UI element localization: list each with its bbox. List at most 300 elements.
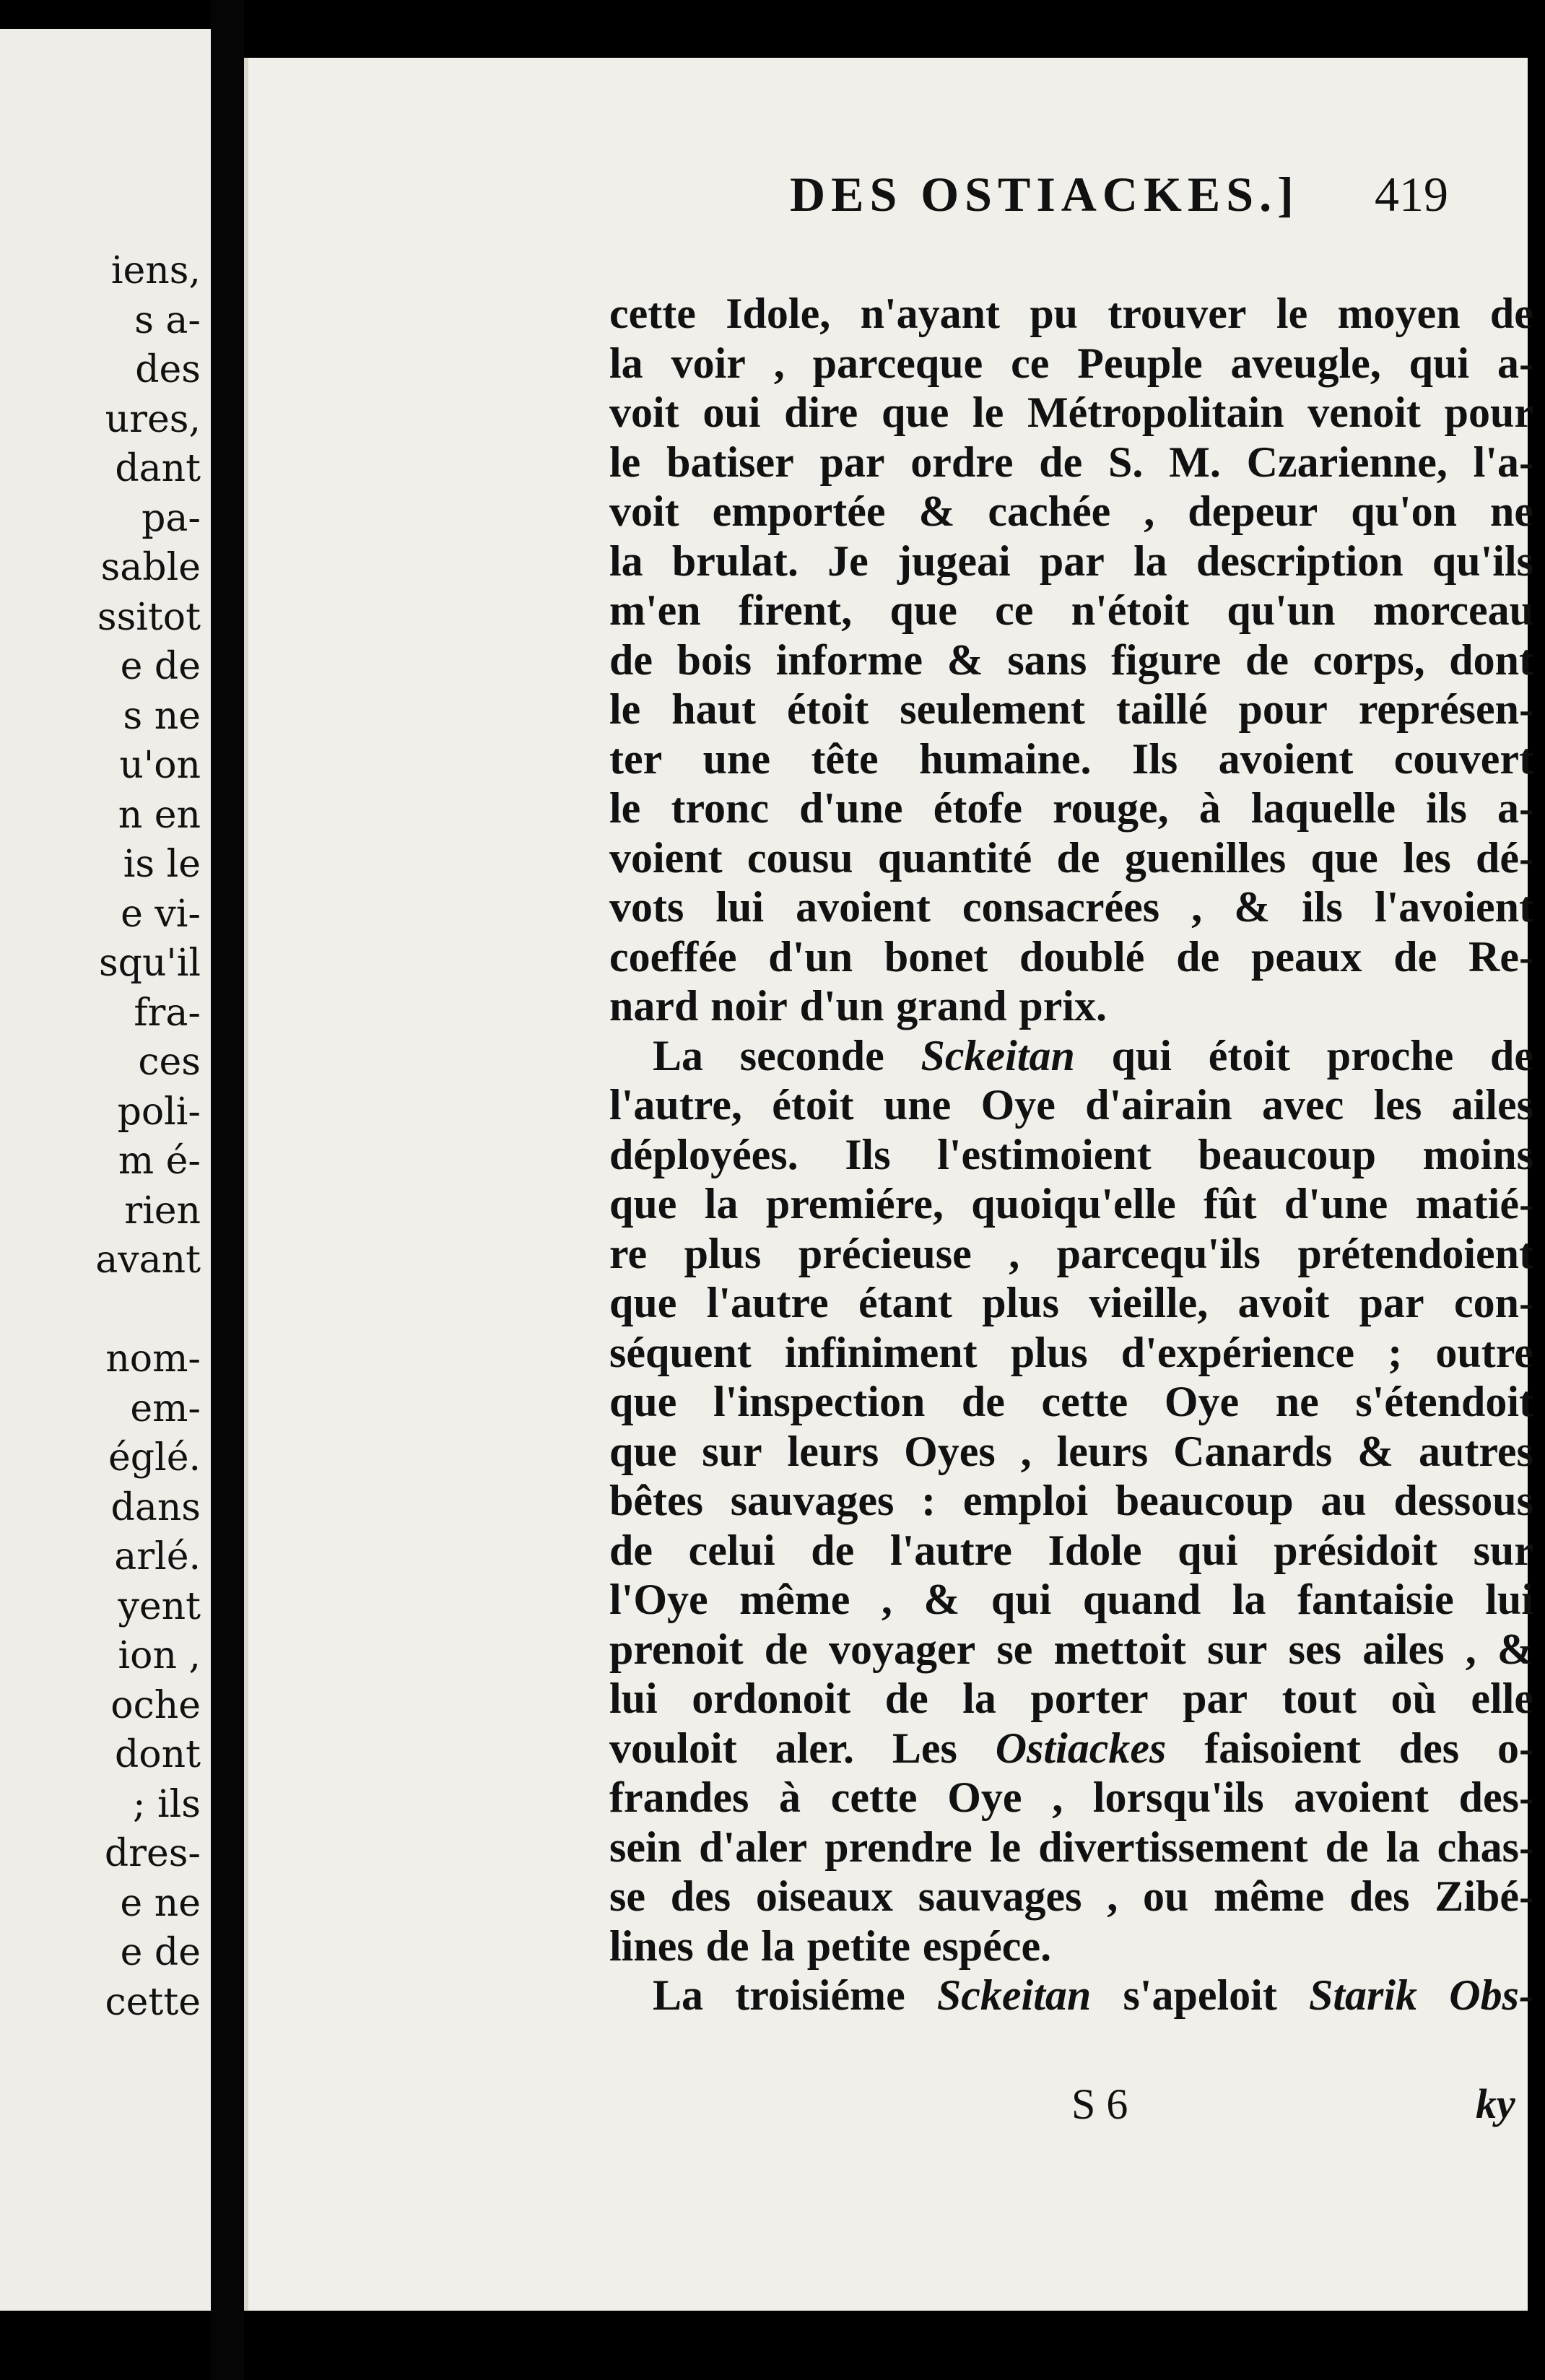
word: lui: [715, 883, 765, 931]
word: la: [704, 1180, 739, 1228]
word: quantité: [877, 833, 1032, 882]
word: infiniment: [784, 1328, 978, 1376]
word: taillé: [1115, 685, 1208, 733]
word: &: [1357, 1427, 1394, 1475]
word: étofe: [933, 784, 1022, 832]
word: représen-: [1358, 685, 1533, 733]
fragment-line: cette: [105, 1980, 201, 2024]
word: que: [609, 1378, 677, 1425]
text-line: [609, 1625, 1533, 1675]
word: plus: [1010, 1328, 1088, 1376]
word: ce: [995, 586, 1034, 634]
word: corps,: [1313, 635, 1425, 684]
word: qui: [1111, 1031, 1172, 1080]
word: M.: [1169, 438, 1221, 486]
word: voyager: [828, 1625, 976, 1673]
word: précieuse: [798, 1229, 972, 1277]
word: a-: [1497, 784, 1533, 832]
word: &: [1497, 1625, 1533, 1673]
word: brulat.: [671, 537, 798, 585]
text-line: [609, 635, 1533, 685]
word: outre: [1435, 1328, 1533, 1376]
word: de: [1490, 1031, 1533, 1080]
word: &: [923, 1576, 960, 1623]
word: une: [883, 1081, 952, 1129]
word: ne: [1489, 487, 1533, 535]
word: par: [819, 438, 885, 486]
word: bois: [676, 635, 752, 684]
word: l'autre: [706, 1279, 829, 1326]
fragment-line: e ne: [120, 1881, 201, 1925]
word: Idole,: [726, 290, 831, 337]
word: Starik: [1309, 1971, 1418, 2019]
word: même: [1214, 1872, 1325, 1920]
fragment-line: ; ils: [133, 1782, 201, 1826]
word: fût: [1204, 1180, 1257, 1228]
word: Oye: [1164, 1378, 1240, 1425]
word: o-: [1497, 1724, 1533, 1772]
word: Sckeitan: [936, 1971, 1092, 2019]
word: que: [881, 388, 949, 436]
word: ailes: [1451, 1081, 1533, 1129]
text-line: [609, 1773, 1533, 1823]
word: premiére,: [765, 1180, 944, 1228]
word: &: [1234, 883, 1271, 931]
word: moins: [1422, 1130, 1533, 1178]
word: fantaisie: [1297, 1576, 1454, 1623]
word: que: [609, 1180, 677, 1228]
text-line: [609, 1377, 1533, 1427]
word: qui: [1409, 339, 1470, 387]
word: cachée: [988, 487, 1111, 535]
word: des: [1349, 1872, 1410, 1920]
word: des: [1398, 1724, 1460, 1772]
word: Re-: [1468, 932, 1533, 981]
word: Obs-: [1449, 1971, 1533, 2019]
word: de: [1393, 932, 1437, 981]
word: l'avoient: [1374, 883, 1533, 931]
word: l'Oye: [609, 1576, 708, 1623]
word: Les: [892, 1724, 957, 1772]
fragment-line: dont: [115, 1733, 201, 1776]
word: plus: [684, 1229, 762, 1277]
word: ,: [1020, 1427, 1032, 1475]
word: de: [884, 1675, 928, 1722]
word: sur: [702, 1427, 762, 1475]
word: étoit: [772, 1081, 854, 1129]
word: présidoit: [1274, 1526, 1437, 1574]
word: seulement: [900, 685, 1085, 733]
word: lorsqu'ils: [1092, 1773, 1264, 1821]
word: ,: [1107, 1872, 1118, 1920]
fragment-line: ces: [138, 1041, 201, 1084]
word: ordre: [910, 438, 1014, 486]
word: étoit: [1208, 1031, 1290, 1080]
word: de: [811, 1526, 855, 1574]
word: à: [779, 1773, 801, 1821]
word: voient: [609, 833, 723, 882]
text-line: [609, 1278, 1533, 1328]
word: l'inspection: [713, 1378, 926, 1425]
word: plus: [982, 1279, 1060, 1326]
text-line: [609, 1130, 1533, 1180]
word: ;: [1388, 1328, 1403, 1376]
fragment-line: ion ,: [118, 1634, 201, 1677]
word: sauvages: [730, 1477, 895, 1524]
text-line: [609, 1971, 1533, 2020]
word: ils: [1426, 784, 1467, 832]
text-line: [609, 734, 1533, 784]
word: cette: [609, 290, 696, 337]
page: [244, 58, 1533, 2311]
word: la: [1385, 1823, 1420, 1871]
word: de: [1489, 290, 1533, 337]
word: de: [961, 1378, 1005, 1425]
word: de: [609, 635, 653, 684]
fragment-line: poli-: [117, 1090, 201, 1134]
word: sein: [609, 1823, 682, 1871]
word: Ils: [845, 1130, 891, 1178]
word: de: [705, 1921, 749, 1970]
text-line: [609, 882, 1533, 932]
word: que: [609, 1427, 677, 1475]
word: beaucoup: [1115, 1477, 1294, 1524]
text-line: [609, 1427, 1533, 1477]
word: ailes: [1362, 1625, 1445, 1673]
word: la: [609, 537, 643, 585]
word: couvert: [1393, 734, 1533, 783]
word: laquelle: [1250, 784, 1396, 832]
word: cette: [830, 1773, 918, 1821]
word: qui: [1178, 1526, 1238, 1574]
word: ,: [881, 1576, 892, 1623]
text-line: [609, 783, 1533, 833]
word: Oye: [980, 1081, 1056, 1129]
word: le: [1276, 290, 1308, 337]
word: oui: [702, 388, 761, 436]
word: peaux: [1251, 932, 1362, 981]
word: de: [1245, 635, 1289, 684]
text-line: [609, 685, 1533, 734]
word: chas-: [1437, 1823, 1533, 1871]
word: description: [1196, 537, 1403, 585]
text-line: [609, 1921, 1533, 1971]
fragment-line: oche: [110, 1683, 201, 1727]
text-line: [609, 1872, 1533, 1921]
word: nard: [609, 982, 699, 1030]
book-gutter: [211, 0, 244, 2380]
word: leurs: [787, 1427, 879, 1475]
word: figure: [1111, 635, 1222, 684]
word: Ils: [1131, 734, 1178, 783]
text-line: [609, 388, 1533, 438]
word: parceque: [812, 339, 983, 387]
fragment-line: rien: [124, 1189, 201, 1233]
word: par: [1039, 537, 1105, 585]
word: sauvages: [918, 1872, 1082, 1920]
word: proche: [1326, 1031, 1454, 1080]
word: emportée: [712, 487, 886, 535]
word: porter: [1030, 1675, 1149, 1722]
text-line: [609, 932, 1533, 982]
word: le: [609, 438, 641, 486]
word: de: [1039, 438, 1083, 486]
word: d'un: [768, 932, 853, 981]
word: noir: [710, 982, 788, 1030]
word: haut: [671, 685, 757, 733]
text-line: [609, 833, 1533, 883]
word: par: [1183, 1675, 1248, 1722]
word: lui: [1485, 1576, 1533, 1623]
word: de: [609, 1526, 653, 1574]
previous-page-fragment: [0, 29, 211, 2311]
word: m'en: [609, 586, 701, 634]
word: s'étendoit: [1355, 1378, 1533, 1425]
word: avec: [1262, 1081, 1344, 1129]
running-head: DES OSTIACKES.]: [790, 167, 1300, 222]
word: vots: [609, 883, 684, 931]
word: vieille,: [1089, 1279, 1209, 1326]
word: tronc: [671, 784, 769, 832]
word: dessous: [1393, 1477, 1533, 1524]
word: doublé: [1019, 932, 1145, 981]
fragment-line: ssitot: [97, 595, 201, 639]
word: qui: [991, 1576, 1052, 1623]
fragment-line: dant: [115, 447, 201, 490]
word: Czarienne,: [1246, 438, 1448, 486]
word: quand: [1082, 1576, 1201, 1623]
word: le: [989, 1823, 1022, 1871]
word: prétendoient: [1297, 1229, 1533, 1277]
text-line: [609, 1031, 1533, 1081]
word: l'autre: [889, 1526, 1012, 1574]
fragment-line: em-: [130, 1386, 201, 1430]
word: a-: [1497, 339, 1533, 387]
word: Je: [827, 537, 869, 585]
word: lines: [609, 1921, 694, 1970]
word: d'une: [1284, 1180, 1388, 1228]
word: cousu: [747, 833, 853, 882]
fragment-line: e vi-: [121, 892, 201, 936]
word: Sckeitan: [921, 1031, 1075, 1080]
word: troisiéme: [735, 1971, 905, 2019]
word: d'un: [799, 982, 884, 1030]
word: sur: [1473, 1526, 1533, 1574]
word: pu: [1030, 290, 1079, 337]
word: voir: [671, 339, 746, 387]
text-line: [609, 1823, 1533, 1872]
word: beaucoup: [1198, 1130, 1377, 1178]
signature-mark: S 6: [1071, 2080, 1128, 2128]
word: faisoient: [1204, 1724, 1361, 1772]
word: La: [653, 1031, 704, 1080]
word: la: [609, 339, 643, 387]
word: sur: [1207, 1625, 1268, 1673]
word: les: [1373, 1081, 1422, 1129]
fragment-line: yent: [118, 1584, 201, 1628]
word: dé-: [1476, 833, 1533, 882]
word: qu'on: [1351, 487, 1457, 535]
word: moyen: [1337, 290, 1461, 337]
word: oiseaux: [755, 1872, 893, 1920]
word: l'autre,: [609, 1081, 742, 1129]
word: pour: [1238, 685, 1328, 733]
word: d'une: [799, 784, 903, 832]
word: une: [702, 734, 771, 783]
word: bonet: [884, 932, 988, 981]
word: cette: [1041, 1378, 1128, 1425]
fragment-line: avant: [95, 1238, 201, 1282]
word: Canards: [1173, 1427, 1333, 1475]
word: prenoit: [609, 1625, 744, 1673]
fragment-line: dres-: [104, 1832, 201, 1875]
word: leurs: [1056, 1427, 1149, 1475]
word: aveugle,: [1230, 339, 1381, 387]
word: rouge,: [1053, 784, 1169, 832]
text-line: [609, 438, 1533, 487]
fragment-line: fra-: [134, 991, 201, 1035]
word: de: [1325, 1823, 1369, 1871]
word: des: [670, 1872, 731, 1920]
fragment-line: iens,: [110, 249, 201, 292]
fragment-line: pa-: [142, 496, 201, 540]
word: trouver: [1107, 290, 1247, 337]
word: ce: [1011, 339, 1050, 387]
word: prendre: [824, 1823, 972, 1871]
word: s'apeloit: [1123, 1971, 1277, 2019]
text-line: [609, 487, 1533, 537]
word: voit: [609, 487, 679, 535]
fragment-line: u'on: [119, 744, 201, 787]
word: jugeai: [897, 537, 1011, 585]
word: ,: [1144, 487, 1155, 535]
word: Oye: [947, 1773, 1022, 1821]
page-number: 419: [1375, 167, 1448, 222]
text-line: [609, 1476, 1533, 1526]
word: frandes: [609, 1773, 749, 1821]
word: ou: [1142, 1872, 1189, 1920]
word: ,: [1009, 1229, 1020, 1277]
fragment-line: s ne: [123, 694, 201, 738]
fragment-line: s a-: [134, 298, 201, 342]
word: elle: [1471, 1675, 1533, 1722]
word: ,: [1191, 883, 1203, 931]
word: seconde: [739, 1031, 884, 1080]
text-line: [609, 1724, 1533, 1773]
word: avoient: [1218, 734, 1354, 783]
word: qu'ils: [1432, 537, 1533, 585]
word: d'expérience: [1120, 1328, 1355, 1376]
word: la: [1133, 537, 1167, 585]
word: n'ayant: [860, 290, 1000, 337]
word: le: [609, 685, 641, 733]
catchword: ky: [1476, 2080, 1515, 2127]
word: lui: [609, 1675, 658, 1722]
word: étoit: [787, 685, 869, 733]
text-line: [609, 1328, 1533, 1378]
word: que: [609, 1279, 677, 1326]
word: matié-: [1415, 1180, 1533, 1228]
word: ordonoit: [692, 1675, 851, 1722]
word: les: [1403, 833, 1451, 882]
word: espéce.: [922, 1921, 1052, 1970]
text-line: [609, 537, 1533, 586]
text-line: [609, 1080, 1533, 1130]
text-line: [609, 289, 1533, 339]
word: ,: [773, 339, 785, 387]
word: emploi: [962, 1477, 1089, 1524]
word: batiser: [666, 438, 794, 486]
word: celui: [688, 1526, 775, 1574]
word: ,: [1052, 1773, 1063, 1821]
word: se: [609, 1872, 645, 1920]
fragment-line: e de: [120, 645, 201, 688]
word: ils: [1302, 883, 1343, 931]
text-line: [609, 1229, 1533, 1279]
word: ses: [1288, 1625, 1341, 1673]
text-line: [609, 1674, 1533, 1724]
word: par: [1359, 1279, 1424, 1326]
word: depeur: [1188, 487, 1318, 535]
word: divertissement: [1038, 1823, 1308, 1871]
word: con-: [1454, 1279, 1533, 1326]
word: séquent: [609, 1328, 752, 1376]
word: Zibé-: [1435, 1872, 1533, 1920]
word: de: [764, 1625, 808, 1673]
fragment-line: arlé.: [114, 1535, 201, 1578]
word: venoit: [1307, 388, 1421, 436]
word: que: [1310, 833, 1378, 882]
text-line: [609, 586, 1533, 635]
word: morceau: [1372, 586, 1533, 634]
word: guenilles: [1124, 833, 1287, 882]
word: avoient: [796, 883, 931, 931]
word: &: [918, 487, 955, 535]
fragment-line: des: [135, 348, 201, 391]
fragment-line: is le: [123, 843, 201, 886]
word: qu'un: [1227, 586, 1336, 634]
fragment-line: sable: [100, 546, 201, 589]
word: coeffée: [609, 932, 737, 981]
word: étant: [858, 1279, 952, 1326]
word: avoit: [1237, 1279, 1330, 1326]
word: Métropolitain: [1027, 388, 1284, 436]
word: :: [921, 1477, 936, 1524]
word: de: [1056, 833, 1100, 882]
text-line: [609, 981, 1533, 1031]
word: au: [1320, 1477, 1367, 1524]
word: l'estimoient: [937, 1130, 1152, 1178]
word: consacrées: [962, 883, 1160, 931]
word: Oyes: [904, 1427, 996, 1475]
word: la: [1232, 1576, 1266, 1623]
word: de: [1176, 932, 1220, 981]
word: l'a-: [1473, 438, 1533, 486]
word: aler.: [775, 1724, 854, 1772]
word: tout: [1281, 1675, 1357, 1722]
fragment-line: ures,: [105, 397, 201, 441]
word: même: [739, 1576, 850, 1623]
fragment-line: e de: [120, 1931, 201, 1974]
word: &: [946, 635, 983, 684]
word: firent,: [738, 586, 853, 634]
word: petite: [806, 1921, 911, 1970]
word: Idole: [1048, 1526, 1142, 1574]
body-text: [609, 289, 1533, 2020]
word: autres: [1419, 1427, 1533, 1475]
word: Ostiackes: [995, 1724, 1167, 1772]
word: le: [609, 784, 641, 832]
